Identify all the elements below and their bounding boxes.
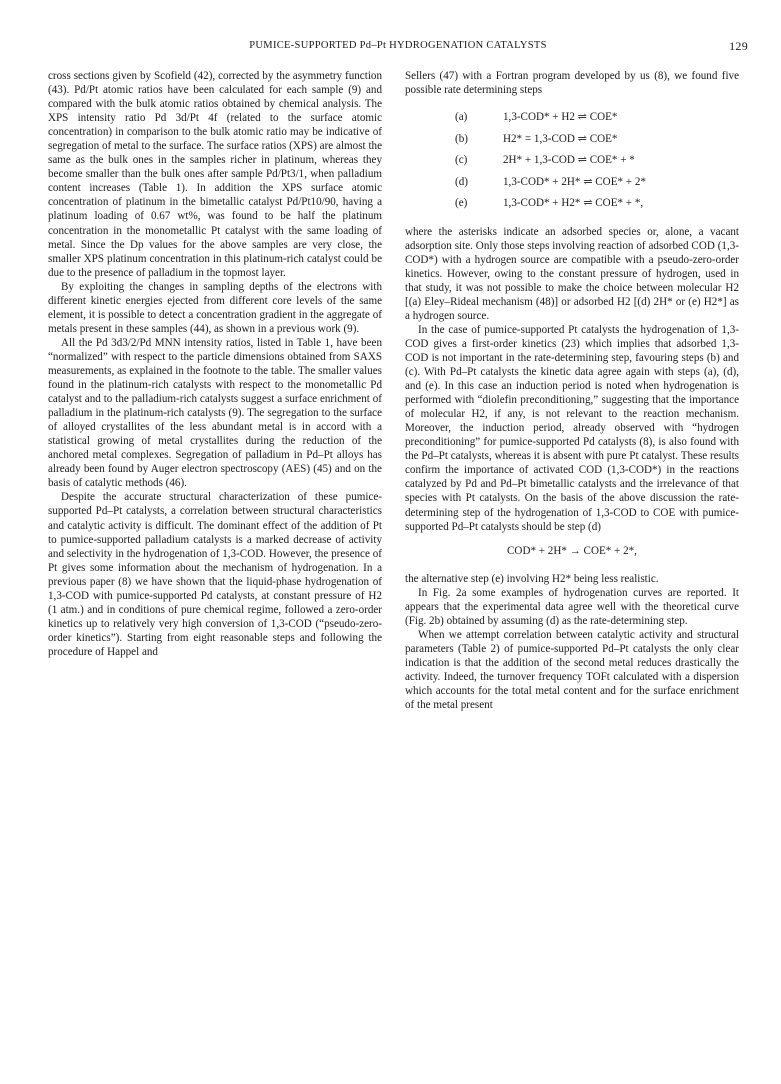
step-item (405, 150, 739, 172)
paragraph: cross sections given by Scofield (42), corrected by the asymmetry function (43). Pd/Pt atomic ratios have been calculated for each sample (9) and compared with the bulk atomic ratios obtained by chemical analysis. The XPS intensity ratio Pd 3d/Pt 4f (related to the surface atomic concentration) in comparison to the bulk atomic ratio may be indicative of segregation of metal to the surface. The surface ratios (XPS) are almost the same as the bulk ones in the samples richer in platinum, whereas they become smaller than the bulk ones after sample Pd/Pt3/1, when palladium content increases (Table 1). In addition the XPS surface atomic concentration of platinum in the bimetallic catalyst Pd/Pt10/90, having a platinum loading of 0.67 wt%, was found to be half the platinum concentration in the monometallic Pt catalyst with the same loading of metal. Since the Dp values for the above samples are very close, the smaller XPS platinum concentration in this platinum-rich catalyst could be due to the presence of palladium in the topmost layer. (48, 70, 382, 279)
paragraph: the alternative step (e) involving H2* being less realistic. (405, 572, 659, 585)
paragraph: When we attempt correlation between catalytic activity and structural parameters (Table 2) of pumice-supported Pd–Pt catalysts the only clear indication is that the addition of the second metal reduces drastically the activity. Indeed, the turnover frequency TOFt calculated with a dispersion which accounts for the total metal content and for the surface enrichment of the metal present (405, 628, 739, 712)
paragraph: where the asterisks indicate an adsorbed species or, alone, a vacant adsorption site. Only those steps involving reaction of adsorbed COD (1,3-COD*) with a hydrogen source are compatible with a pseudo-zero-order kinetics. However, owing to the constant pressure of hydrogen, used in that study, it was not possible to make the choice between molecular H2 [(a) Eley–Rideal mechanism (48)] or adsorbed H2 [(d) 2H* or (e) H2*] as a hydrogen source. (405, 225, 739, 322)
display-equation: COD* + 2H* → COE* + 2*, (507, 544, 637, 557)
step-equation: 1,3-COD* + H2 ⇌ COE* (503, 111, 618, 124)
step-equation: 1,3-COD* + 2H* ⇌ COE* + 2* (503, 175, 646, 188)
step-label: (d) (455, 175, 468, 188)
paragraph: All the Pd 3d3/2/Pd MNN intensity ratios, listed in Table 1, have been “normalized” with respect to the particle dimensions obtained from SAXS measurements, as explained in the footnote to the table. The smaller values found in the platinum-rich catalysts with respect to the monometallic Pd catalyst and to the palladium-rich catalysts suggest a surface enrichment of palladium in the platinum-rich catalysts (9). The segregation to the surface of alloyed crystallites of the less abundant metal is in accord with a statistical growing of metal crystallites during the reduction of the anchored metal complexes. Segregation of palladium in Pd–Pt alloys has already been found by Auger electron spectroscopy (AES) (45) and on the basis of catalytic methods (46). (48, 336, 382, 490)
step-label: (b) (455, 132, 468, 145)
step-equation: 1,3-COD* + H2* ⇌ COE* + *, (503, 197, 644, 210)
step-equation: 2H* + 1,3-COD ⇌ COE* + * (503, 154, 635, 167)
step-label: (e) (455, 197, 468, 210)
paragraph: Sellers (47) with a Fortran program developed by us (8), we found five possible rate determining steps (405, 70, 739, 97)
step-label: (a) (455, 111, 468, 124)
step-item (405, 107, 739, 129)
step-item (405, 172, 739, 194)
paragraph: In Fig. 2a some examples of hydrogenation curves are reported. It appears that the experimental data agree well with the theoretical curve (Fig. 2b) obtained by assuming (d) as the rate-determining step. (405, 586, 739, 627)
left-column (48, 69, 382, 659)
step-item (405, 129, 739, 151)
right-column (405, 69, 739, 712)
rate-determining-steps-list (405, 107, 739, 215)
running-title: PUMICE-SUPPORTED Pd–Pt HYDROGENATION CATALYSTS (249, 40, 547, 51)
paragraph: Despite the accurate structural characterization of these pumice-supported Pd–Pt catalysts, a correlation between structural characteristics and catalytic activity is difficult. The dominant effect of the addition of Pt to pumice-supported palladium catalysts is a marked decrease of activity and selectivity in the hydrogenation of 1,3-COD. However, the presence of Pt gives some information about the mechanism of hydrogenation. In a previous paper (8) we have shown that the liquid-phase hydrogenation of 1,3-COD with pumice-supported Pd catalysts, at constant pressure of H2 (1 atm.) and in conditions of pure chemical regime, followed a zero-order kinetics up to relatively very high conversion of 1,3-COD (“pseudo-zero-order kinetics”). Starting from eight reasonable steps and following the procedure of Happel and (48, 491, 382, 658)
page-number: 129 (729, 39, 748, 53)
step-equation: H2* = 1,3-COD ⇌ COE* (503, 132, 618, 145)
paragraph: In the case of pumice-supported Pt catalysts the hydrogenation of 1,3-COD gives a first-order kinetics (23) which implies that adsorbed 1,3-COD is not important in the rate-determining step, favouring steps (b) and (c). With Pd–Pt catalysts the kinetic data agree again with steps (a), (d), and (e). In this case an induction period is noted when hydrogenation is performed with “diolefin preconditioning,” suggesting that the importance of molecular H2, if any, is not relevant to the reaction mechanism. Moreover, the induction period, already observed with “hydrogen preconditioning” for pumice-supported Pd catalysts (8), is also found with the Pd–Pt catalysts, whereas it is absent with pure Pt catalyst. These results confirm the importance of activated COD (1,3-COD*) in the reactions catalyzed by Pd and Pd–Pt bimetallic catalysts and the irrelevance of that species with Pt catalysts. On the basis of the above discussion the rate-determining step of the hydrogenation of 1,3-COD to COE with pumice-supported Pd–Pt catalysts should be step (d) (405, 323, 739, 533)
step-label: (c) (455, 154, 468, 167)
paragraph: By exploiting the changes in sampling depths of the electrons with different kinetic energies ejected from different core levels of the same element, it is possible to detect a concentration gradient in the aggregate of metals present in these samples (44), as shown in a previous work (9). (48, 280, 382, 335)
step-item (405, 193, 739, 215)
